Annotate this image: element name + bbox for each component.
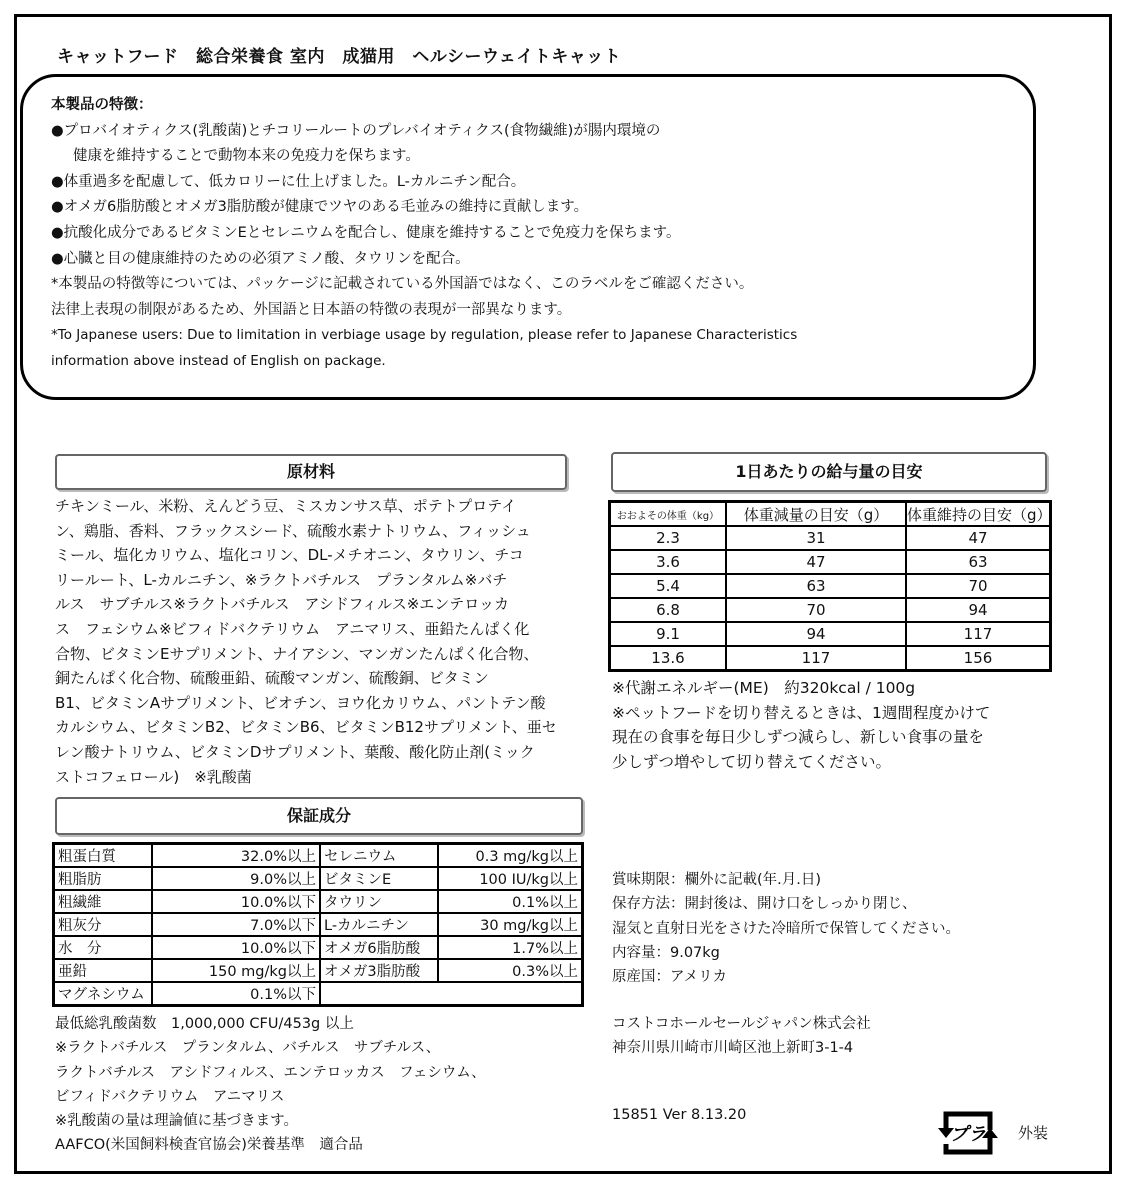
nutrient-value: 10.0%以下: [152, 890, 320, 913]
feeding-note-line: 現在の食事を毎日少しずつ減らし、新しい食事の量を: [612, 728, 985, 747]
nutrient-name: マグネシウム: [54, 982, 153, 1006]
table-cell: 47: [906, 526, 1051, 550]
english-note-line: *To Japanese users: Due to limitation in verbiage usage by regulation, please refer to Japanese Characteristics: [51, 327, 798, 344]
ingredients-line: ン、鶏脂、香料、フラックスシード、硫酸水素ナトリウム、フィッシュ: [55, 521, 531, 540]
nutrient-name: 粗蛋白質: [54, 844, 153, 868]
nutrient-name: L-カルニチン: [320, 913, 438, 936]
nutrient-value: 0.3 mg/kg以上: [438, 844, 583, 868]
table-cell: 70: [906, 574, 1051, 598]
features-box: [20, 74, 1036, 400]
nutrient-value: 150 mg/kg以上: [152, 959, 320, 982]
outer-packaging-label: 外装: [1018, 1124, 1049, 1142]
product-title: キャットフード 総合栄養食 室内 成猫用 ヘルシーウェイトキャット: [57, 47, 622, 67]
feeding-note-line: ※代謝エネルギー(ME) 約320kcal / 100g: [612, 679, 916, 697]
nutrient-value: 30 mg/kg以上: [438, 913, 583, 936]
table-cell: 31: [726, 526, 906, 550]
table-cell: 9.1: [610, 622, 727, 646]
feeding-table: [608, 500, 1052, 672]
storage-line: 内容量：9.07kg: [612, 944, 720, 961]
table-cell: 5.4: [610, 574, 727, 598]
nutrient-name: オメガ6脂肪酸: [320, 936, 438, 959]
note-line: ビフィドバクテリウム アニマリス: [55, 1088, 285, 1105]
table-cell: 13.6: [610, 646, 727, 671]
storage-info: [612, 868, 960, 989]
feature-line: ●体重過多を配慮して、低カロリーに仕上げました。L-カルニチン配合。: [51, 173, 526, 190]
feature-line: 法律上表現の制限があるため、外国語と日本語の特徴の表現が一部異なります。: [51, 301, 572, 318]
note-line: ラクトバチルス アシドフィルス、エンテロッカス フェシウム、: [55, 1064, 486, 1081]
ingredients-header: 原材料: [55, 454, 567, 490]
feature-line: *本製品の特徴等については、パッケージに記載されている外国語ではなく、このラベルをご確認ください。: [51, 276, 754, 293]
table-row: [610, 526, 1051, 550]
nutrient-name: ビタミンE: [320, 867, 438, 890]
table-row: [54, 936, 583, 959]
analysis-header: 保証成分: [55, 797, 583, 835]
table-row: [54, 867, 583, 890]
feature-line: ●オメガ6脂肪酸とオメガ3脂肪酸が健康でツヤのある毛並みの維持に貢献します。: [51, 199, 589, 216]
feeding-column-header: 体重維持の目安（g）: [906, 502, 1051, 527]
ingredients-line: リールート、L-カルニチン、※ラクトバチルス プランタルム※バチ: [55, 570, 508, 589]
nutrient-name: タウリン: [320, 890, 438, 913]
feeding-note-line: 少しずつ増やして切り替えてください。: [612, 752, 892, 771]
storage-line: 賞味期限：欄外に記載(年.月.日): [612, 872, 822, 888]
table-row: [54, 982, 583, 1006]
note-line: 最低総乳酸菌数 1,000,000 CFU/453g 以上: [55, 1016, 354, 1032]
nutrient-name: 粗脂肪: [54, 867, 153, 890]
version-code: 15851 Ver 8.13.20: [612, 1107, 747, 1123]
features-heading: 本製品の特徴：: [51, 97, 153, 113]
feeding-header: 1日あたりの給与量の目安: [611, 452, 1047, 492]
ingredients-line: ス フェシウム※ビフィドバクテリウム アニマリス、亜鉛たんぱく化: [55, 619, 530, 638]
nutrient-value: 0.1%以上: [438, 890, 583, 913]
table-row: [610, 598, 1051, 622]
company-name: コストコホールセールジャパン株式会社: [612, 1016, 871, 1032]
table-cell: 47: [726, 550, 906, 574]
probiotic-notes: [55, 1012, 486, 1158]
ingredients-line: レン酸ナトリウム、ビタミンDサプリメント、葉酸、酸化防止剤(ミック: [55, 742, 535, 761]
note-line: ※乳酸菌の量は理論値に基づきます。: [55, 1113, 298, 1130]
storage-line: 保存方法：開封後は、開け口をしっかり閉じ、: [612, 896, 917, 913]
storage-line: 湿気と直射日光をさけた冷暗所で保管してください。: [612, 920, 960, 937]
ingredients-text: [55, 494, 585, 789]
ingredients-line: 銅たんぱく化合物、硫酸亜鉛、硫酸マンガン、硫酸銅、ビタミン: [55, 669, 489, 688]
nutrient-value: 0.1%以下: [152, 982, 320, 1006]
nutrient-value: 9.0%以上: [152, 867, 320, 890]
nutrient-name: 粗繊維: [54, 890, 153, 913]
nutrient-value: 7.0%以下: [152, 913, 320, 936]
table-row: [54, 890, 583, 913]
table-row: [54, 844, 583, 868]
feeding-column-header: 体重減量の目安（g）: [726, 502, 906, 527]
ingredients-line: チキンミール、米粉、えんどう豆、ミスカンサス草、ポテトプロテイ: [55, 497, 517, 515]
table-row: [610, 622, 1051, 646]
nutrient-name: 粗灰分: [54, 913, 153, 936]
table-row: [610, 646, 1051, 671]
table-cell: 63: [906, 550, 1051, 574]
ingredients-line: B1、ビタミンAサプリメント、ビオチン、ヨウ化カリウム、パントテン酸: [55, 693, 546, 712]
feature-line: ●抗酸化成分であるビタミンEとセレニウムを配合し、健康を維持することで免疫力を保ちます。: [51, 224, 681, 241]
table-cell: 2.3: [610, 526, 727, 550]
nutrient-name: 水 分: [54, 936, 153, 959]
plastic-recycle-icon: [932, 1100, 1004, 1166]
table-row: [610, 550, 1051, 574]
table-cell: 156: [906, 646, 1051, 671]
table-cell: 63: [726, 574, 906, 598]
nutrient-value: 0.3%以上: [438, 959, 583, 982]
empty-cell: [320, 982, 583, 1006]
nutrient-value: 32.0%以上: [152, 844, 320, 868]
table-cell: 117: [906, 622, 1051, 646]
ingredients-line: カルシウム、ビタミンB2、ビタミンB6、ビタミンB12サプリメント、亜セ: [55, 718, 557, 737]
table-cell: 94: [906, 598, 1051, 622]
nutrient-name: セレニウム: [320, 844, 438, 868]
ingredients-line: ミール、塩化カリウム、塩化コリン、DL-メチオニン、タウリン、チコ: [55, 546, 524, 565]
table-cell: 3.6: [610, 550, 727, 574]
nutrient-value: 1.7%以上: [438, 936, 583, 959]
feeding-column-header: おおよその体重（kg）: [610, 502, 727, 527]
table-cell: 70: [726, 598, 906, 622]
table-cell: 117: [726, 646, 906, 671]
feature-line: ●心臓と目の健康維持のための必須アミノ酸、タウリンを配合。: [51, 250, 470, 267]
company-address: 神奈川県川崎市川崎区池上新町3-1-4: [612, 1040, 854, 1057]
feature-line: 健康を維持することで動物本来の免疫力を保ちます。: [73, 148, 420, 165]
english-note-line: information above instead of English on package.: [51, 352, 386, 369]
feature-line: ●プロバイオティクス(乳酸菌)とチコリールートのプレバイオティクス(食物繊維)が腸内環境の: [51, 122, 661, 139]
table-row: [54, 959, 583, 982]
recycle-mark-text: プラ: [950, 1124, 986, 1145]
table-cell: 94: [726, 622, 906, 646]
nutrient-value: 100 IU/kg以上: [438, 867, 583, 890]
storage-line: 原産国：アメリカ: [612, 969, 727, 986]
nutrient-name: オメガ3脂肪酸: [320, 959, 438, 982]
note-line: ※ラクトバチルス プランタルム、バチルス サブチルス、: [55, 1040, 441, 1057]
ingredients-line: 合物、ビタミンEサプリメント、ナイアシン、マンガンたんぱく化合物、: [55, 644, 539, 663]
table-row: [610, 574, 1051, 598]
nutrient-value: 10.0%以下: [152, 936, 320, 959]
feeding-notes: [612, 676, 990, 774]
ingredients-line: ストコフェロール) ※乳酸菌: [55, 767, 252, 786]
feeding-note-line: ※ペットフードを切り替えるときは、1週間程度かけて: [612, 703, 991, 722]
analysis-table: [52, 842, 584, 1007]
table-row: [54, 913, 583, 936]
nutrient-name: 亜鉛: [54, 959, 153, 982]
table-cell: 6.8: [610, 598, 727, 622]
company-info: [612, 1012, 871, 1061]
ingredients-line: ルス サブチルス※ラクトバチルス アシドフィルス※エンテロッカ: [55, 595, 509, 614]
note-line: AAFCO(米国飼料検査官協会)栄養基準 適合品: [55, 1137, 363, 1154]
